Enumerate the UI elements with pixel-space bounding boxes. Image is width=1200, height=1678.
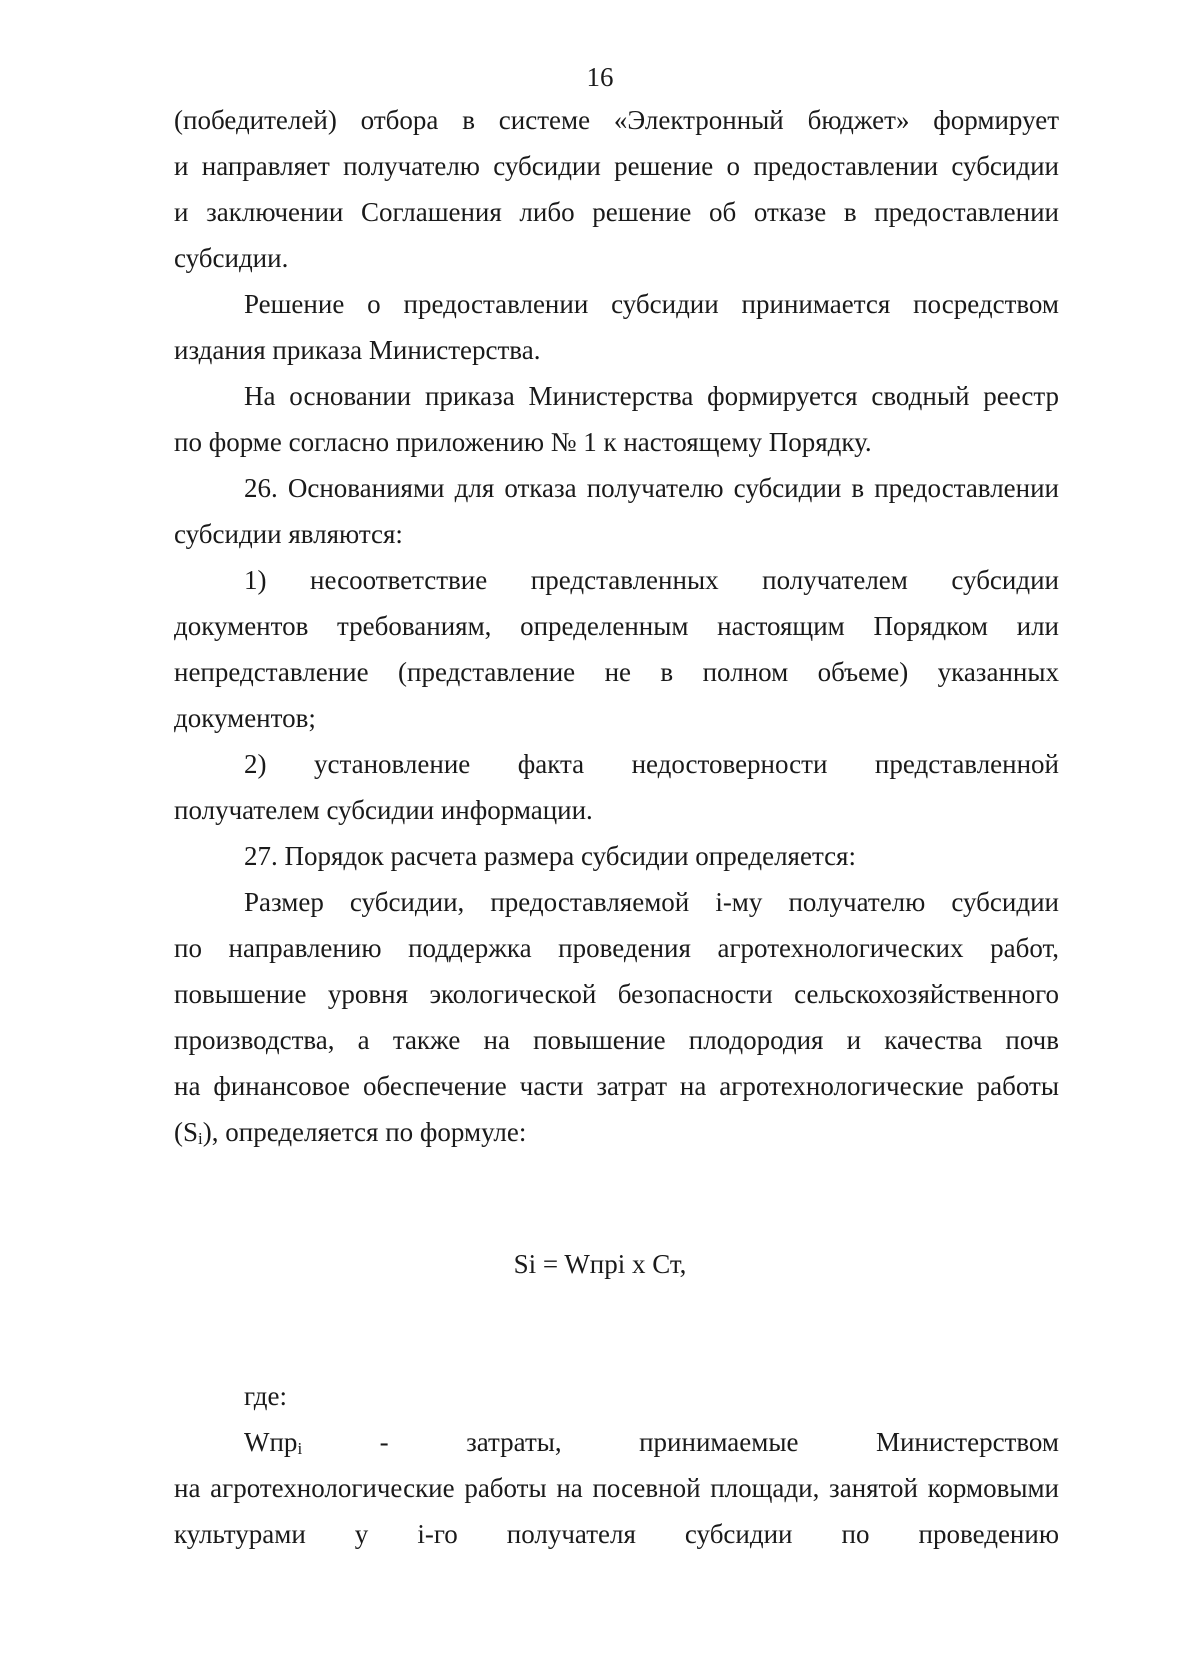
text-fragment: - затраты, принимаемые Министерством [302, 1427, 1059, 1457]
text-fragment: Wпр [244, 1427, 298, 1457]
formula: Si = Wпрi x Ст, [513, 1249, 687, 1279]
paragraph-line: 27. Порядок расчета размера субсидии определяется: [244, 841, 856, 871]
paragraph-line: Решение о предоставлении субсидии принимается посредством [244, 289, 1059, 319]
paragraph-line: (победителей) отбора в системе «Электронный бюджет» формирует [174, 105, 1059, 135]
where-label: где: [244, 1381, 287, 1411]
variable-name [244, 1427, 302, 1457]
subscript: i [297, 1439, 303, 1458]
paragraph-line: На основании приказа Министерства формируется сводный реестр [244, 381, 1059, 411]
text-fragment: (S [174, 1117, 199, 1147]
definition-line [244, 1424, 1059, 1467]
paragraph-line: по направлению поддержка проведения агротехнологических работ, [174, 933, 1059, 963]
list-item-line: непредставление (представление не в полном объеме) указанных [174, 657, 1059, 687]
paragraph-line: и направляет получателю субсидии решение о предоставлении субсидии [174, 151, 1059, 181]
page-number: 16 [586, 62, 614, 92]
list-item-line: документов требованиям, определенным настоящим Порядком или [174, 611, 1059, 641]
paragraph-line: издания приказа Министерства. [174, 335, 541, 365]
paragraph-line: 26. Основаниями для отказа получателю субсидии в предоставлении [244, 473, 1059, 503]
text-fragment: ), определяется по формуле: [202, 1117, 527, 1147]
paragraph-line: по форме согласно приложению № 1 к настоящему Порядку. [174, 427, 872, 457]
paragraph-line: субсидии. [174, 243, 289, 273]
paragraph-line: и заключении Соглашения либо решение об отказе в предоставлении [174, 197, 1059, 227]
paragraph-line: производства, а также на повышение плодородия и качества почв [174, 1025, 1059, 1055]
paragraph-line: повышение уровня экологической безопасности сельскохозяйственного [174, 979, 1059, 1009]
list-item-line: 1) несоответствие представленных получателем субсидии [244, 565, 1059, 595]
list-item-line: документов; [174, 703, 316, 733]
list-item-line: получателем субсидии информации. [174, 795, 593, 825]
paragraph-line: на финансовое обеспечение части затрат на агротехнологические работы [174, 1071, 1059, 1101]
definition-line: культурами у i-го получателя субсидии по проведению [174, 1519, 1059, 1549]
definition-line: на агротехнологические работы на посевной площади, занятой кормовыми [174, 1473, 1059, 1503]
paragraph-line: Размер субсидии, предоставляемой i-му получателю субсидии [244, 887, 1059, 917]
paragraph-line: субсидии являются: [174, 519, 403, 549]
paragraph-line [174, 1114, 1059, 1157]
subscript: i [198, 1129, 203, 1148]
list-item-line: 2) установление факта недостоверности представленной [244, 749, 1059, 779]
